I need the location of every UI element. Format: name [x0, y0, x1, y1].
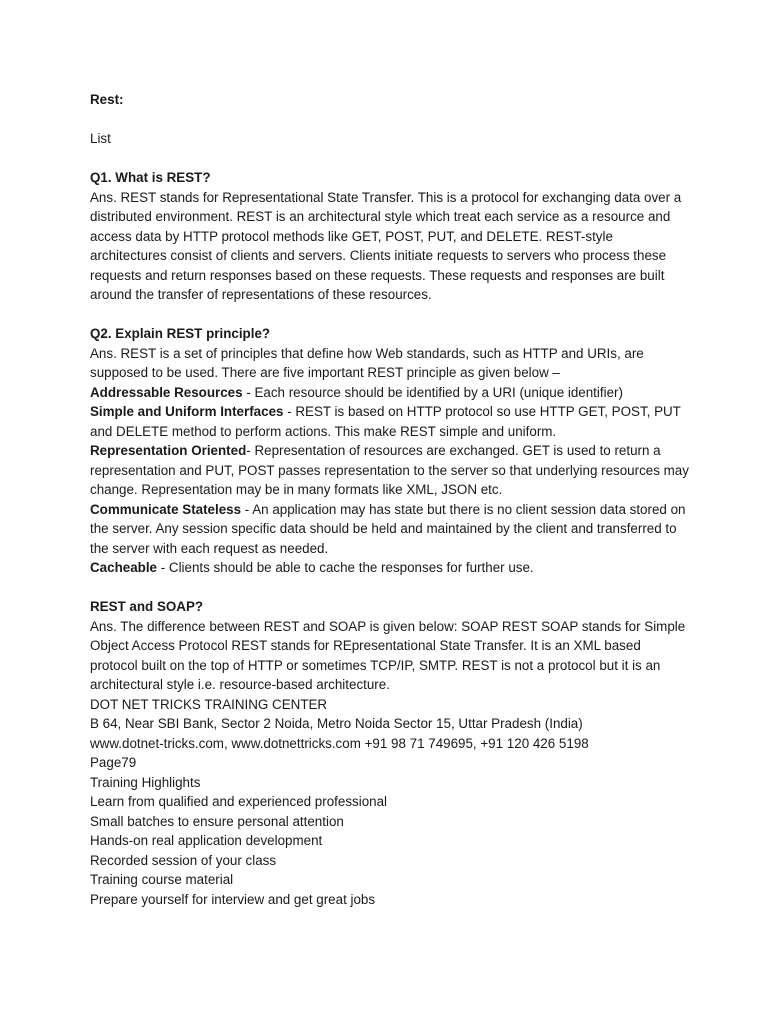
principle-cacheable [90, 558, 690, 578]
document-title: Rest: [90, 92, 124, 107]
principle-representation [90, 441, 690, 500]
training-center-address: B 64, Near SBI Bank, Sector 2 Noida, Metro Noida Sector 15, Uttar Pradesh (India) [90, 716, 583, 731]
q1-heading: Q1. What is REST? [90, 170, 211, 185]
spacer [90, 110, 690, 130]
spacer [90, 578, 690, 598]
principle-text: - Each resource should be identified by a URI (unique identifier) [242, 384, 623, 400]
spacer [90, 305, 690, 325]
principle-uniform-interfaces [90, 402, 690, 441]
principle-term: Cacheable [90, 560, 157, 575]
q3-heading: REST and SOAP? [90, 599, 204, 614]
q1-answer: Ans. REST stands for Representational State Transfer. This is a protocol for exchanging data over a distributed environment. REST is an architectural style which treat each service as a resource and access data by HTTP protocol methods like GET, POST, PUT, and DELETE. REST-style architectures consist of clients and servers. Clients initiate requests to servers who process these requests and return responses based on these requests. These requests and responses are built around the transfer of representations of these resources. [90, 189, 682, 302]
highlight-item: Recorded session of your class [90, 852, 277, 868]
spacer [90, 149, 690, 169]
principle-addressable [90, 383, 690, 403]
page-number: Page79 [90, 755, 137, 770]
training-center-name: DOT NET TRICKS TRAINING CENTER [90, 696, 328, 712]
highlights-title: Training Highlights [90, 774, 201, 790]
principle-text: - Clients should be able to cache the responses for further use. [157, 560, 534, 575]
principle-term: Representation Oriented [90, 443, 247, 458]
highlight-item: Learn from qualified and experienced professional [90, 794, 388, 809]
principle-text: - An application may has state but there is no client session data stored on the server. Any session specific data should be held and maintained by the client and transferred to the server with each request as needed. [90, 501, 686, 556]
training-center-contact: www.dotnet-tricks.com, www.dotnettricks.com +91 98 71 749695, +91 120 426 5198 [90, 735, 589, 751]
principle-term: Communicate Stateless [90, 501, 242, 517]
q2-heading: Q2. Explain REST principle? [90, 326, 271, 341]
principle-term: Addressable Resources [90, 384, 243, 400]
principle-text: - Representation of resources are exchanged. GET is used to return a representation and PUT, POST passes representation to the server so that underlying resources may change. Representation may be in many formats like XML, JSON etc. [90, 443, 689, 497]
highlight-item: Small batches to ensure personal attention [90, 813, 344, 829]
q3-answer: Ans. The difference between REST and SOAP is given below: SOAP REST SOAP stands for Simple Object Access Protocol REST stands for REpresentational State Transfer. It is an XML based protocol built on the top of HTTP or sometimes TCP/IP, SMTP. REST is not a protocol but it is an architectural style i.e. resource-based architecture. [90, 618, 686, 692]
highlight-item: Hands-on real application development [90, 833, 323, 848]
principle-text: - REST is based on HTTP protocol so use HTTP GET, POST, PUT and DELETE method to perform actions. This make REST simple and uniform. [90, 404, 681, 439]
highlight-item: Training course material [90, 872, 234, 887]
list-label: List [90, 131, 111, 146]
principle-term: Simple and Uniform Interfaces [90, 404, 284, 419]
document-page [90, 90, 690, 909]
q2-intro: Ans. REST is a set of principles that define how Web standards, such as HTTP and URIs, are supposed to be used. There are five important REST principle as given below – [90, 345, 644, 380]
principle-stateless [90, 500, 690, 559]
highlight-item: Prepare yourself for interview and get great jobs [90, 891, 376, 907]
